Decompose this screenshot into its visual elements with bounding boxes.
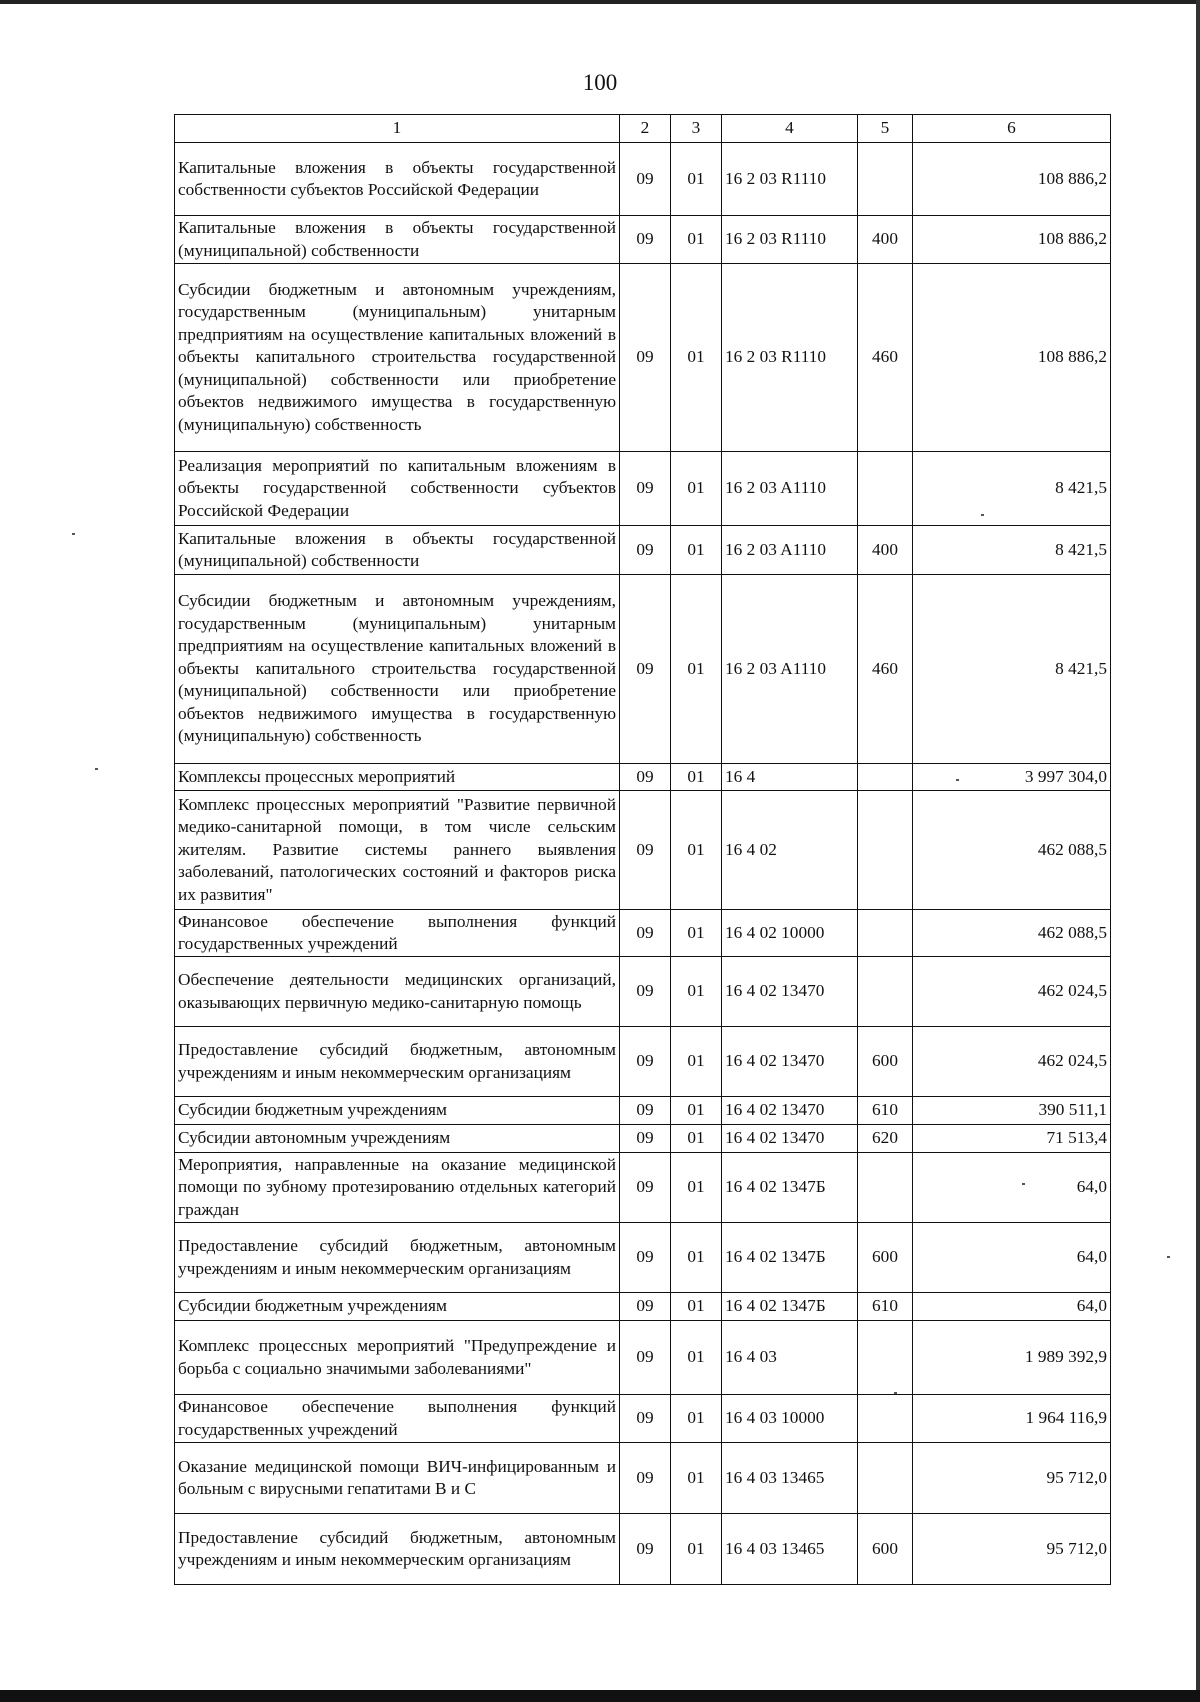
scan-speck (1167, 1256, 1170, 1258)
amount-cell: 1 964 116,9 (913, 1395, 1111, 1443)
target-article-cell: 16 4 02 1347Б (722, 1223, 858, 1293)
row-name-cell: Капитальные вложения в объекты государственной (муниципальной) собственности (175, 526, 620, 575)
table-row (175, 264, 1111, 452)
target-article-cell: 16 4 02 13470 (722, 1027, 858, 1097)
target-article-cell: 16 4 (722, 764, 858, 791)
section-code-cell: 09 (620, 1293, 671, 1321)
amount-cell: 64,0 (913, 1223, 1111, 1293)
subsection-code-cell: 01 (671, 264, 722, 452)
expense-type-cell: 400 (858, 526, 913, 575)
expense-type-cell (858, 1321, 913, 1395)
scan-speck (894, 1392, 897, 1394)
row-name-cell: Обеспечение деятельности медицинских организаций, оказывающих первичную медико-санитарную помощь (175, 957, 620, 1027)
section-code-cell: 09 (620, 1097, 671, 1125)
scan-edge-bottom (0, 1690, 1200, 1702)
row-name-cell: Субсидии автономным учреждениям (175, 1125, 620, 1153)
column-header: 1 (175, 115, 620, 143)
amount-cell: 71 513,4 (913, 1125, 1111, 1153)
table-row (175, 452, 1111, 526)
page-number: 100 (582, 70, 618, 95)
scan-speck (956, 779, 959, 781)
section-code-cell: 09 (620, 1321, 671, 1395)
section-code-cell: 09 (620, 1125, 671, 1153)
target-article-cell: 16 4 02 1347Б (722, 1293, 858, 1321)
scan-speck (981, 514, 984, 516)
amount-cell: 95 712,0 (913, 1514, 1111, 1585)
table-row (175, 143, 1111, 216)
target-article-cell: 16 4 02 10000 (722, 910, 858, 957)
expense-type-cell: 610 (858, 1097, 913, 1125)
scan-edge-right (1196, 0, 1200, 1702)
expense-type-cell (858, 143, 913, 216)
row-name-cell: Комплекс процессных мероприятий "Развитие первичной медико-санитарной помощи, в том числе сельским жителям. Развитие системы раннего выявления заболеваний, патологических состояний и факторов риска их развития" (175, 791, 620, 910)
expense-type-cell (858, 452, 913, 526)
scan-speck (72, 533, 75, 535)
subsection-code-cell: 01 (671, 1293, 722, 1321)
subsection-code-cell: 01 (671, 910, 722, 957)
subsection-code-cell: 01 (671, 957, 722, 1027)
section-code-cell: 09 (620, 1153, 671, 1223)
table-row (175, 1514, 1111, 1585)
row-name-cell: Предоставление субсидий бюджетным, автономным учреждениям и иным некоммерческим организациям (175, 1223, 620, 1293)
column-header: 6 (913, 115, 1111, 143)
scan-speck (1022, 1183, 1025, 1185)
section-code-cell: 09 (620, 1027, 671, 1097)
expense-type-cell (858, 1443, 913, 1514)
section-code-cell: 09 (620, 216, 671, 264)
row-name-cell: Реализация мероприятий по капитальным вложениям в объекты государственной собственности субъектов Российской Федерации (175, 452, 620, 526)
section-code-cell: 09 (620, 1395, 671, 1443)
row-name-cell: Комплекс процессных мероприятий "Предупреждение и борьба с социально значимыми заболеваниями" (175, 1321, 620, 1395)
target-article-cell: 16 4 02 13470 (722, 957, 858, 1027)
amount-cell: 462 088,5 (913, 791, 1111, 910)
section-code-cell: 09 (620, 1443, 671, 1514)
expense-type-cell: 460 (858, 575, 913, 764)
target-article-cell: 16 4 03 (722, 1321, 858, 1395)
target-article-cell: 16 2 03 R1110 (722, 264, 858, 452)
table-header-row (175, 115, 1111, 143)
scan-edge-top (0, 0, 1200, 4)
table-row (175, 575, 1111, 764)
subsection-code-cell: 01 (671, 1153, 722, 1223)
row-name-cell: Финансовое обеспечение выполнения функций государственных учреждений (175, 910, 620, 957)
target-article-cell: 16 4 02 (722, 791, 858, 910)
subsection-code-cell: 01 (671, 575, 722, 764)
expense-type-cell (858, 764, 913, 791)
table-row (175, 1321, 1111, 1395)
amount-cell: 64,0 (913, 1293, 1111, 1321)
table-row (175, 764, 1111, 791)
target-article-cell: 16 4 02 1347Б (722, 1153, 858, 1223)
section-code-cell: 09 (620, 764, 671, 791)
amount-cell: 1 989 392,9 (913, 1321, 1111, 1395)
subsection-code-cell: 01 (671, 1321, 722, 1395)
row-name-cell: Оказание медицинской помощи ВИЧ-инфицированным и больным с вирусными гепатитами В и С (175, 1443, 620, 1514)
expense-type-cell: 460 (858, 264, 913, 452)
subsection-code-cell: 01 (671, 1223, 722, 1293)
expense-type-cell (858, 1395, 913, 1443)
target-article-cell: 16 2 03 A1110 (722, 575, 858, 764)
section-code-cell: 09 (620, 910, 671, 957)
table-row (175, 957, 1111, 1027)
amount-cell: 462 024,5 (913, 1027, 1111, 1097)
budget-table (174, 114, 1111, 1585)
target-article-cell: 16 2 03 R1110 (722, 216, 858, 264)
row-name-cell: Субсидии бюджетным и автономным учреждениям, государственным (муниципальным) унитарным предприятиям на осуществление капитальных вложений в объекты капитального строительства государственной (муниципальной) собственности или приобретение объектов недвижимого имущества в государственную (муниципальную) собственность (175, 575, 620, 764)
column-header: 5 (858, 115, 913, 143)
subsection-code-cell: 01 (671, 452, 722, 526)
expense-type-cell (858, 957, 913, 1027)
table-row (175, 1153, 1111, 1223)
amount-cell: 390 511,1 (913, 1097, 1111, 1125)
target-article-cell: 16 2 03 R1110 (722, 143, 858, 216)
subsection-code-cell: 01 (671, 143, 722, 216)
row-name-cell: Комплексы процессных мероприятий (175, 764, 620, 791)
subsection-code-cell: 01 (671, 1027, 722, 1097)
subsection-code-cell: 01 (671, 791, 722, 910)
subsection-code-cell: 01 (671, 1514, 722, 1585)
expense-type-cell: 600 (858, 1223, 913, 1293)
table-row (175, 1027, 1111, 1097)
column-header: 2 (620, 115, 671, 143)
target-article-cell: 16 4 03 13465 (722, 1443, 858, 1514)
expense-type-cell: 620 (858, 1125, 913, 1153)
table-row (175, 1443, 1111, 1514)
amount-cell: 462 088,5 (913, 910, 1111, 957)
section-code-cell: 09 (620, 791, 671, 910)
row-name-cell: Предоставление субсидий бюджетным, автономным учреждениям и иным некоммерческим организациям (175, 1027, 620, 1097)
row-name-cell: Предоставление субсидий бюджетным, автономным учреждениям и иным некоммерческим организациям (175, 1514, 620, 1585)
amount-cell: 462 024,5 (913, 957, 1111, 1027)
section-code-cell: 09 (620, 264, 671, 452)
expense-type-cell (858, 1153, 913, 1223)
amount-cell: 95 712,0 (913, 1443, 1111, 1514)
amount-cell: 108 886,2 (913, 264, 1111, 452)
amount-cell: 108 886,2 (913, 143, 1111, 216)
section-code-cell: 09 (620, 957, 671, 1027)
section-code-cell: 09 (620, 452, 671, 526)
table-row (175, 1223, 1111, 1293)
target-article-cell: 16 4 02 13470 (722, 1097, 858, 1125)
table-row (175, 526, 1111, 575)
subsection-code-cell: 01 (671, 216, 722, 264)
row-name-cell: Мероприятия, направленные на оказание медицинской помощи по зубному протезированию отдельных категорий граждан (175, 1153, 620, 1223)
expense-type-cell (858, 791, 913, 910)
row-name-cell: Субсидии бюджетным учреждениям (175, 1293, 620, 1321)
target-article-cell: 16 4 03 13465 (722, 1514, 858, 1585)
subsection-code-cell: 01 (671, 1097, 722, 1125)
subsection-code-cell: 01 (671, 1443, 722, 1514)
row-name-cell: Субсидии бюджетным и автономным учреждениям, государственным (муниципальным) унитарным предприятиям на осуществление капитальных вложений в объекты капитального строительства государственной (муниципальной) собственности или приобретение объектов недвижимого имущества в государственную (муниципальную) собственность (175, 264, 620, 452)
target-article-cell: 16 2 03 A1110 (722, 526, 858, 575)
column-header: 3 (671, 115, 722, 143)
amount-cell: 8 421,5 (913, 575, 1111, 764)
target-article-cell: 16 4 03 10000 (722, 1395, 858, 1443)
subsection-code-cell: 01 (671, 1125, 722, 1153)
table-row (175, 1097, 1111, 1125)
section-code-cell: 09 (620, 526, 671, 575)
target-article-cell: 16 4 02 13470 (722, 1125, 858, 1153)
row-name-cell: Финансовое обеспечение выполнения функций государственных учреждений (175, 1395, 620, 1443)
expense-type-cell: 600 (858, 1027, 913, 1097)
target-article-cell: 16 2 03 A1110 (722, 452, 858, 526)
expense-type-cell: 400 (858, 216, 913, 264)
table-row (175, 791, 1111, 910)
expense-type-cell: 610 (858, 1293, 913, 1321)
section-code-cell: 09 (620, 575, 671, 764)
subsection-code-cell: 01 (671, 526, 722, 575)
amount-cell: 108 886,2 (913, 216, 1111, 264)
section-code-cell: 09 (620, 143, 671, 216)
expense-type-cell (858, 910, 913, 957)
amount-cell: 3 997 304,0 (913, 764, 1111, 791)
table-row (175, 1125, 1111, 1153)
table-row (175, 910, 1111, 957)
amount-cell: 8 421,5 (913, 452, 1111, 526)
column-header: 4 (722, 115, 858, 143)
table-row (175, 1395, 1111, 1443)
table-row (175, 1293, 1111, 1321)
amount-cell: 64,0 (913, 1153, 1111, 1223)
subsection-code-cell: 01 (671, 1395, 722, 1443)
table-row (175, 216, 1111, 264)
scan-speck (95, 768, 98, 770)
row-name-cell: Капитальные вложения в объекты государственной (муниципальной) собственности (175, 216, 620, 264)
subsection-code-cell: 01 (671, 764, 722, 791)
section-code-cell: 09 (620, 1514, 671, 1585)
row-name-cell: Капитальные вложения в объекты государственной собственности субъектов Российской Федерации (175, 143, 620, 216)
row-name-cell: Субсидии бюджетным учреждениям (175, 1097, 620, 1125)
expense-type-cell: 600 (858, 1514, 913, 1585)
amount-cell: 8 421,5 (913, 526, 1111, 575)
section-code-cell: 09 (620, 1223, 671, 1293)
